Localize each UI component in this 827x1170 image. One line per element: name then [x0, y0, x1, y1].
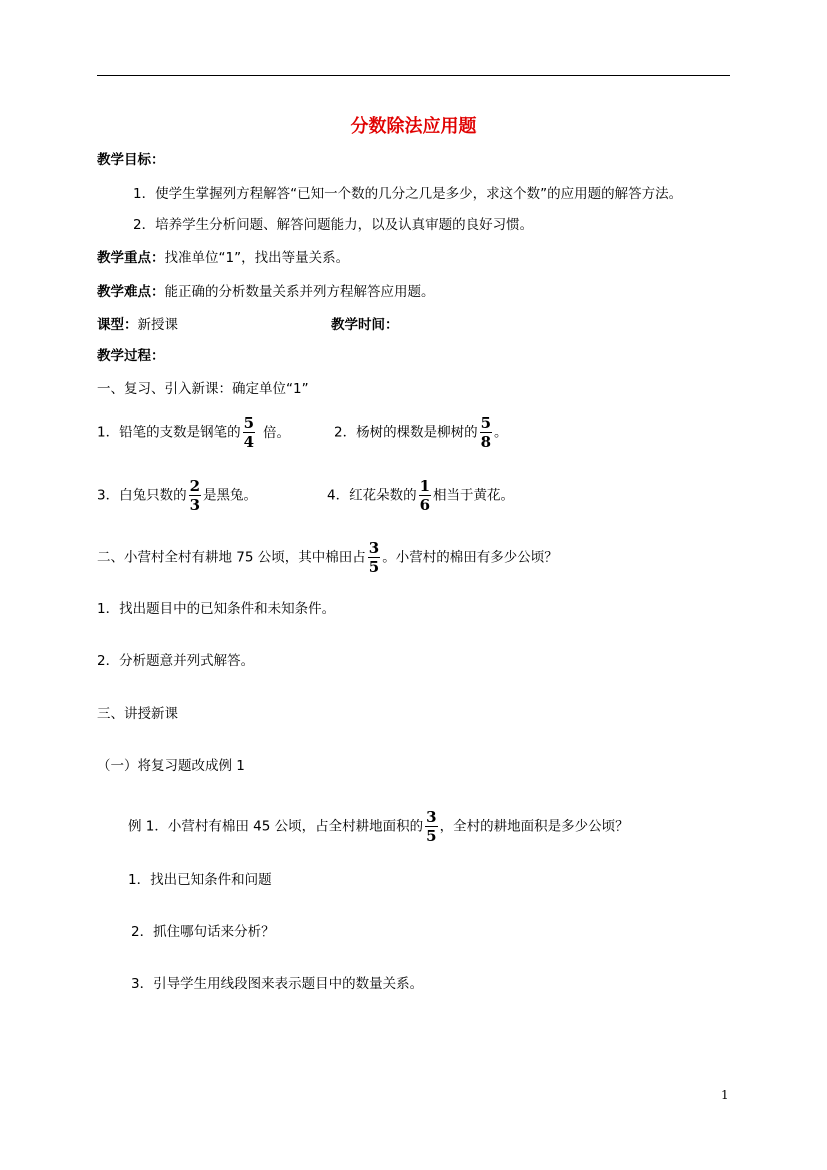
page-number: 1	[721, 1088, 729, 1102]
fraction: $\frac{1}{6}$	[419, 477, 431, 514]
fraction: $\frac{2}{3}$	[189, 477, 201, 514]
fraction: $\frac{5}{8}$	[480, 414, 492, 451]
objective-1: 1．使学生掌握列方程解答“已知一个数的几分之几是多少，求这个数”的应用题的解答方法。	[133, 186, 683, 202]
fraction: $\frac{3}{5}$	[368, 539, 380, 576]
difficulty	[97, 282, 435, 302]
teaching-time-label: 教学时间：	[331, 317, 399, 333]
example-step-1: 1．找出已知条件和问题	[128, 872, 272, 888]
review-question-1: 1．铅笔的支数是钢笔的 $\frac{5}{4}$ 倍。	[97, 414, 291, 451]
objective-2: 2．培养学生分析问题、解答问题能力，以及认真审题的良好习惯。	[133, 217, 534, 233]
section3-heading: 三、讲授新课	[97, 706, 178, 722]
example-step-3: 3．引导学生用线段图来表示题目中的数量关系。	[131, 976, 424, 992]
review-question-3: 3．白兔只数的 $\frac{2}{3}$ 是黑兔。	[97, 477, 258, 514]
example-step-2: 2．抓住哪句话来分析？	[131, 924, 275, 940]
page-title: 分数除法应用题	[350, 116, 477, 137]
key-point	[97, 248, 349, 268]
process-label: 教学过程：	[97, 348, 165, 364]
fraction: $\frac{5}{4}$	[243, 414, 255, 451]
course-type-text: 新授课	[137, 317, 178, 333]
difficulty-text: 能正确的分析数量关系并列方程解答应用题。	[164, 284, 435, 300]
key-point-text: 找准单位“1”，找出等量关系。	[164, 250, 350, 266]
course-type	[97, 315, 178, 335]
section3-subheading: （一）将复习题改成例 1	[97, 758, 245, 774]
section1-heading: 一、复习、引入新课：确定单位“1”	[97, 381, 309, 397]
fraction: $\frac{3}{5}$	[426, 808, 437, 845]
objectives-label: 教学目标：	[97, 152, 165, 168]
section2-problem: 二、小营村全村有耕地 75 公顷，其中棉田占 $\frac{3}{5}$ 。小营村的棉田有多少公顷？	[97, 539, 558, 576]
section2-step-1: 1．找出题目中的已知条件和未知条件。	[97, 601, 336, 617]
example-1: 例 1．小营村有棉田 45 公顷，占全村耕地面积的 $\frac{3}{5}$ ，全村的耕地面积是多少公顷？	[128, 808, 629, 845]
difficulty-label: 教学难点：	[97, 284, 165, 300]
review-question-4: 4．红花朵数的 $\frac{1}{6}$ 相当于黄花。	[327, 477, 515, 514]
review-question-2: 2．杨树的棵数是柳树的 $\frac{5}{8}$ 。	[334, 414, 508, 451]
course-type-label: 课型：	[97, 317, 138, 333]
section2-step-2: 2．分析题意并列式解答。	[97, 653, 255, 669]
key-point-label: 教学重点：	[97, 250, 165, 266]
header-rule	[97, 75, 730, 76]
